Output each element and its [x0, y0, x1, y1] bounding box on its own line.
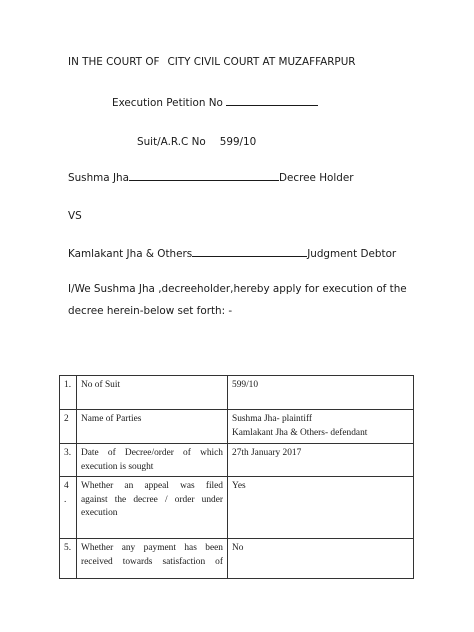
execution-petition-label: Execution Petition No — [112, 97, 223, 109]
application-text-line-1: I/We Sushma Jha ,decreeholder,hereby apply for execution of the — [68, 283, 407, 295]
question-line: No of Suit — [81, 380, 121, 390]
question-line: received towards satisfaction of — [81, 556, 223, 567]
court-heading-prefix: IN THE COURT OF — [68, 56, 160, 68]
row-question — [77, 444, 228, 477]
row-number: 2 — [60, 410, 77, 444]
row-answer — [228, 410, 414, 444]
question-line: Name of Parties — [81, 414, 142, 424]
row-number — [60, 477, 77, 539]
court-heading — [68, 56, 356, 69]
versus-label: VS — [68, 210, 82, 222]
judgment-debtor-line — [68, 247, 396, 261]
row-answer — [228, 477, 414, 539]
row-question — [77, 376, 228, 410]
answer-line: 27th January 2017 — [232, 448, 302, 458]
decree-holder-blank — [129, 171, 279, 181]
execution-petition-line — [112, 96, 318, 110]
row-number-value: 4 — [64, 481, 69, 491]
row-answer — [228, 444, 414, 477]
question-line: execution — [81, 508, 118, 518]
row-number: 5. — [60, 539, 77, 579]
table-row — [60, 376, 414, 410]
suit-line — [137, 136, 256, 149]
row-question — [77, 410, 228, 444]
answer-line: Yes — [232, 481, 246, 491]
question-line: Date of Decree/order of which — [81, 448, 223, 458]
row-answer — [228, 539, 414, 579]
decree-holder-name: Sushma Jha — [68, 172, 129, 184]
answer-line: Sushma Jha- plaintiff — [232, 414, 313, 424]
table-row — [60, 477, 414, 539]
execution-petition-blank — [226, 96, 318, 106]
suit-number: 599/10 — [219, 136, 257, 148]
decree-holder-role: Decree Holder — [279, 172, 354, 184]
table-row — [60, 539, 414, 579]
application-text-line-2: decree herein-below set forth: - — [68, 305, 233, 317]
question-line: Whether an appeal was filed — [81, 481, 223, 491]
row-question — [77, 477, 228, 539]
table-row — [60, 410, 414, 444]
particulars-table — [59, 375, 414, 579]
question-line: against the decree / order under — [81, 494, 223, 505]
answer-line: 599/10 — [232, 380, 259, 390]
judgment-debtor-role: Judgment Debtor — [307, 248, 397, 260]
row-number: 3. — [60, 444, 77, 477]
decree-holder-line — [68, 171, 354, 185]
judgment-debtor-blank — [192, 247, 307, 257]
court-name: CITY CIVIL COURT AT MUZAFFARPUR — [167, 56, 356, 68]
answer-line: No — [232, 543, 244, 553]
row-answer — [228, 376, 414, 410]
row-number-suffix: . — [64, 494, 67, 505]
answer-line: Kamlakant Jha & Others- defendant — [232, 427, 368, 438]
question-line: execution is sought — [81, 461, 154, 472]
question-line: Whether any payment has been — [81, 543, 223, 553]
row-question — [77, 539, 228, 579]
row-number: 1. — [60, 376, 77, 410]
table-row — [60, 444, 414, 477]
suit-label: Suit/A.R.C No — [137, 136, 206, 148]
judgment-debtor-name: Kamlakant Jha & Others — [68, 248, 193, 260]
